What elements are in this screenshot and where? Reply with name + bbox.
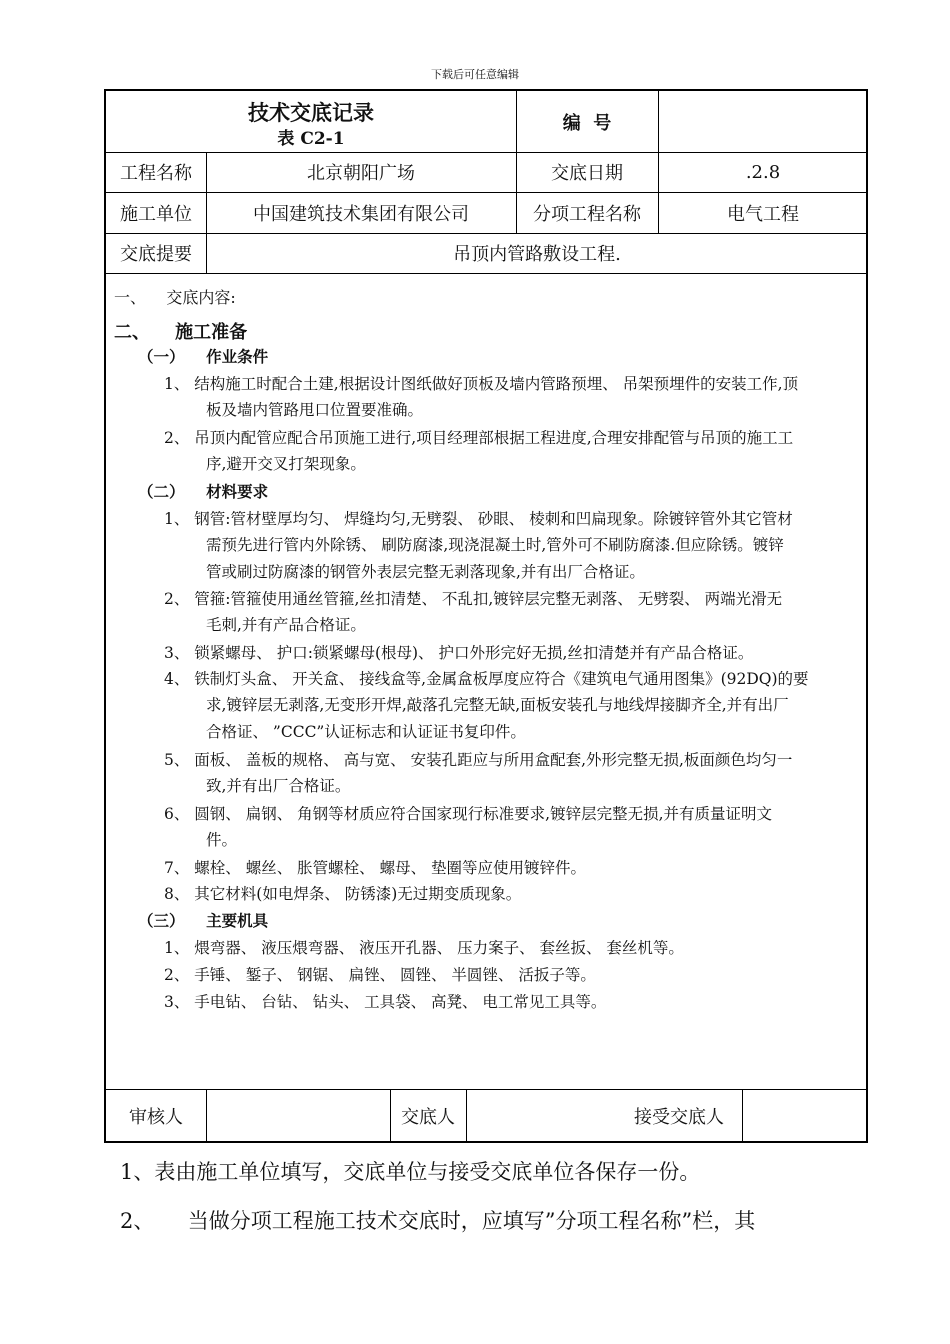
- project-name-value[interactable]: 北京朝阳广场: [307, 163, 415, 184]
- receiver-label: 接受交底人: [634, 1107, 724, 1128]
- summary-value[interactable]: 吊顶内管路敷设工程.: [453, 244, 621, 265]
- content-line: 1、 钢管:管材壁厚均匀、 焊缝均匀,无劈裂、 砂眼、 棱刺和凹扁现象。除镀锌管外其它管材: [164, 510, 793, 528]
- unit-value[interactable]: 中国建筑技术集团有限公司: [253, 203, 469, 225]
- receiver-value[interactable]: [742, 1089, 868, 1143]
- footer-note: 2、 当做分项工程施工技术交底时，应填写”分项工程名称”栏，其: [120, 1209, 756, 1233]
- content-line: 2、 手锤、 錾子、 钢锯、 扁锉、 圆锉、 半圆锉、 活扳子等。: [164, 966, 596, 984]
- content-line: 3、 锁紧螺母、 护口:锁紧螺母(根母)、 护口外形完好无损,丝扣清楚并有产品合格证。: [164, 644, 754, 662]
- reviewer-label: 审核人: [129, 1107, 183, 1128]
- project-name-label: 工程名称: [120, 163, 192, 184]
- footer-note: 1、表由施工单位填写，交底单位与接受交底单位各保存一份。: [120, 1160, 701, 1184]
- content-line: 序,避开交叉打架现象。: [206, 455, 366, 473]
- date-label: 交底日期: [551, 163, 623, 184]
- subitem-label: 分项工程名称: [533, 203, 641, 225]
- content-heading: 二、 施工准备: [114, 322, 248, 343]
- content-line: 管或刷过防腐漆的钢管外表层完整无剥落现象,并有出厂合格证。: [206, 563, 645, 581]
- reviewer-value[interactable]: [206, 1089, 390, 1143]
- form-title: 技术交底记录: [248, 100, 374, 125]
- number-value[interactable]: [658, 91, 868, 152]
- content-line: 2、 吊顶内配管应配合吊顶施工进行,项目经理部根据工程进度,合理安排配管与吊顶的施工工: [164, 429, 794, 447]
- date-value[interactable]: .2.8: [745, 161, 781, 183]
- content-line: 8、 其它材料(如电焊条、 防锈漆)无过期变质现象。: [164, 885, 522, 903]
- header-note: 下载后可任意编辑: [431, 68, 519, 81]
- content-line: 6、 圆钢、 扁钢、 角钢等材质应符合国家现行标准要求,镀锌层完整无损,并有质量证明文: [164, 805, 772, 823]
- content-subheading: （一） 作业条件: [138, 347, 269, 366]
- number-label: 编 号: [562, 112, 612, 134]
- content-line: 件。: [206, 831, 238, 849]
- subitem-value[interactable]: 电气工程: [727, 203, 799, 225]
- unit-label: 施工单位: [120, 203, 192, 225]
- content-line: 致,并有出厂合格证。: [206, 777, 351, 795]
- content-subheading: （三） 主要机具: [138, 911, 269, 930]
- content-line: 2、 管箍:管箍使用通丝管箍,丝扣清楚、 不乱扣,镀锌层完整无剥落、 无劈裂、 两端光滑无: [164, 590, 783, 608]
- content-line: 毛刺,并有产品合格证。: [206, 616, 366, 634]
- content-subheading: （二） 材料要求: [138, 482, 269, 501]
- content-line: 4、 铁制灯头盒、 开关盒、 接线盒等,金属盒板厚度应符合《建筑电气通用图集》(92DQ)的要: [164, 670, 809, 688]
- summary-label: 交底提要: [120, 244, 192, 265]
- content-line: 7、 螺栓、 螺丝、 胀管螺栓、 螺母、 垫圈等应使用镀锌件。: [164, 859, 586, 877]
- content-line: 1、 煨弯器、 液压煨弯器、 液压开孔器、 压力案子、 套丝扳、 套丝机等。: [164, 939, 684, 957]
- content-line: 1、 结构施工时配合土建,根据设计图纸做好顶板及墙内管路预埋、 吊架预埋件的安装工作,顶: [164, 375, 799, 393]
- form-subtitle: 表 C2-1: [277, 129, 345, 149]
- content-line: 一、 交底内容:: [114, 288, 236, 307]
- content-line: 5、 面板、 盖板的规格、 高与宽、 安装孔距应与所用盒配套,外形完整无损,板面颜色均匀一: [164, 751, 793, 769]
- content-line: 需预先进行管内外除锈、 刷防腐漆,现浇混凝土时,管外可不刷防腐漆.但应除锈。镀锌: [206, 536, 784, 554]
- content-line: 3、 手电钻、 台钻、 钻头、 工具袋、 高凳、 电工常见工具等。: [164, 993, 607, 1011]
- presenter-value[interactable]: [466, 1089, 616, 1143]
- content-line: 板及墙内管路甩口位置要准确。: [206, 401, 424, 419]
- presenter-label: 交底人: [401, 1107, 455, 1128]
- content-line: 求,镀锌层无剥落,无变形开焊,敲落孔完整无缺,面板安装孔与地线焊接脚齐全,并有出厂: [206, 696, 789, 714]
- content-line: 合格证、 ”CCC”认证标志和认证证书复印件。: [206, 723, 526, 741]
